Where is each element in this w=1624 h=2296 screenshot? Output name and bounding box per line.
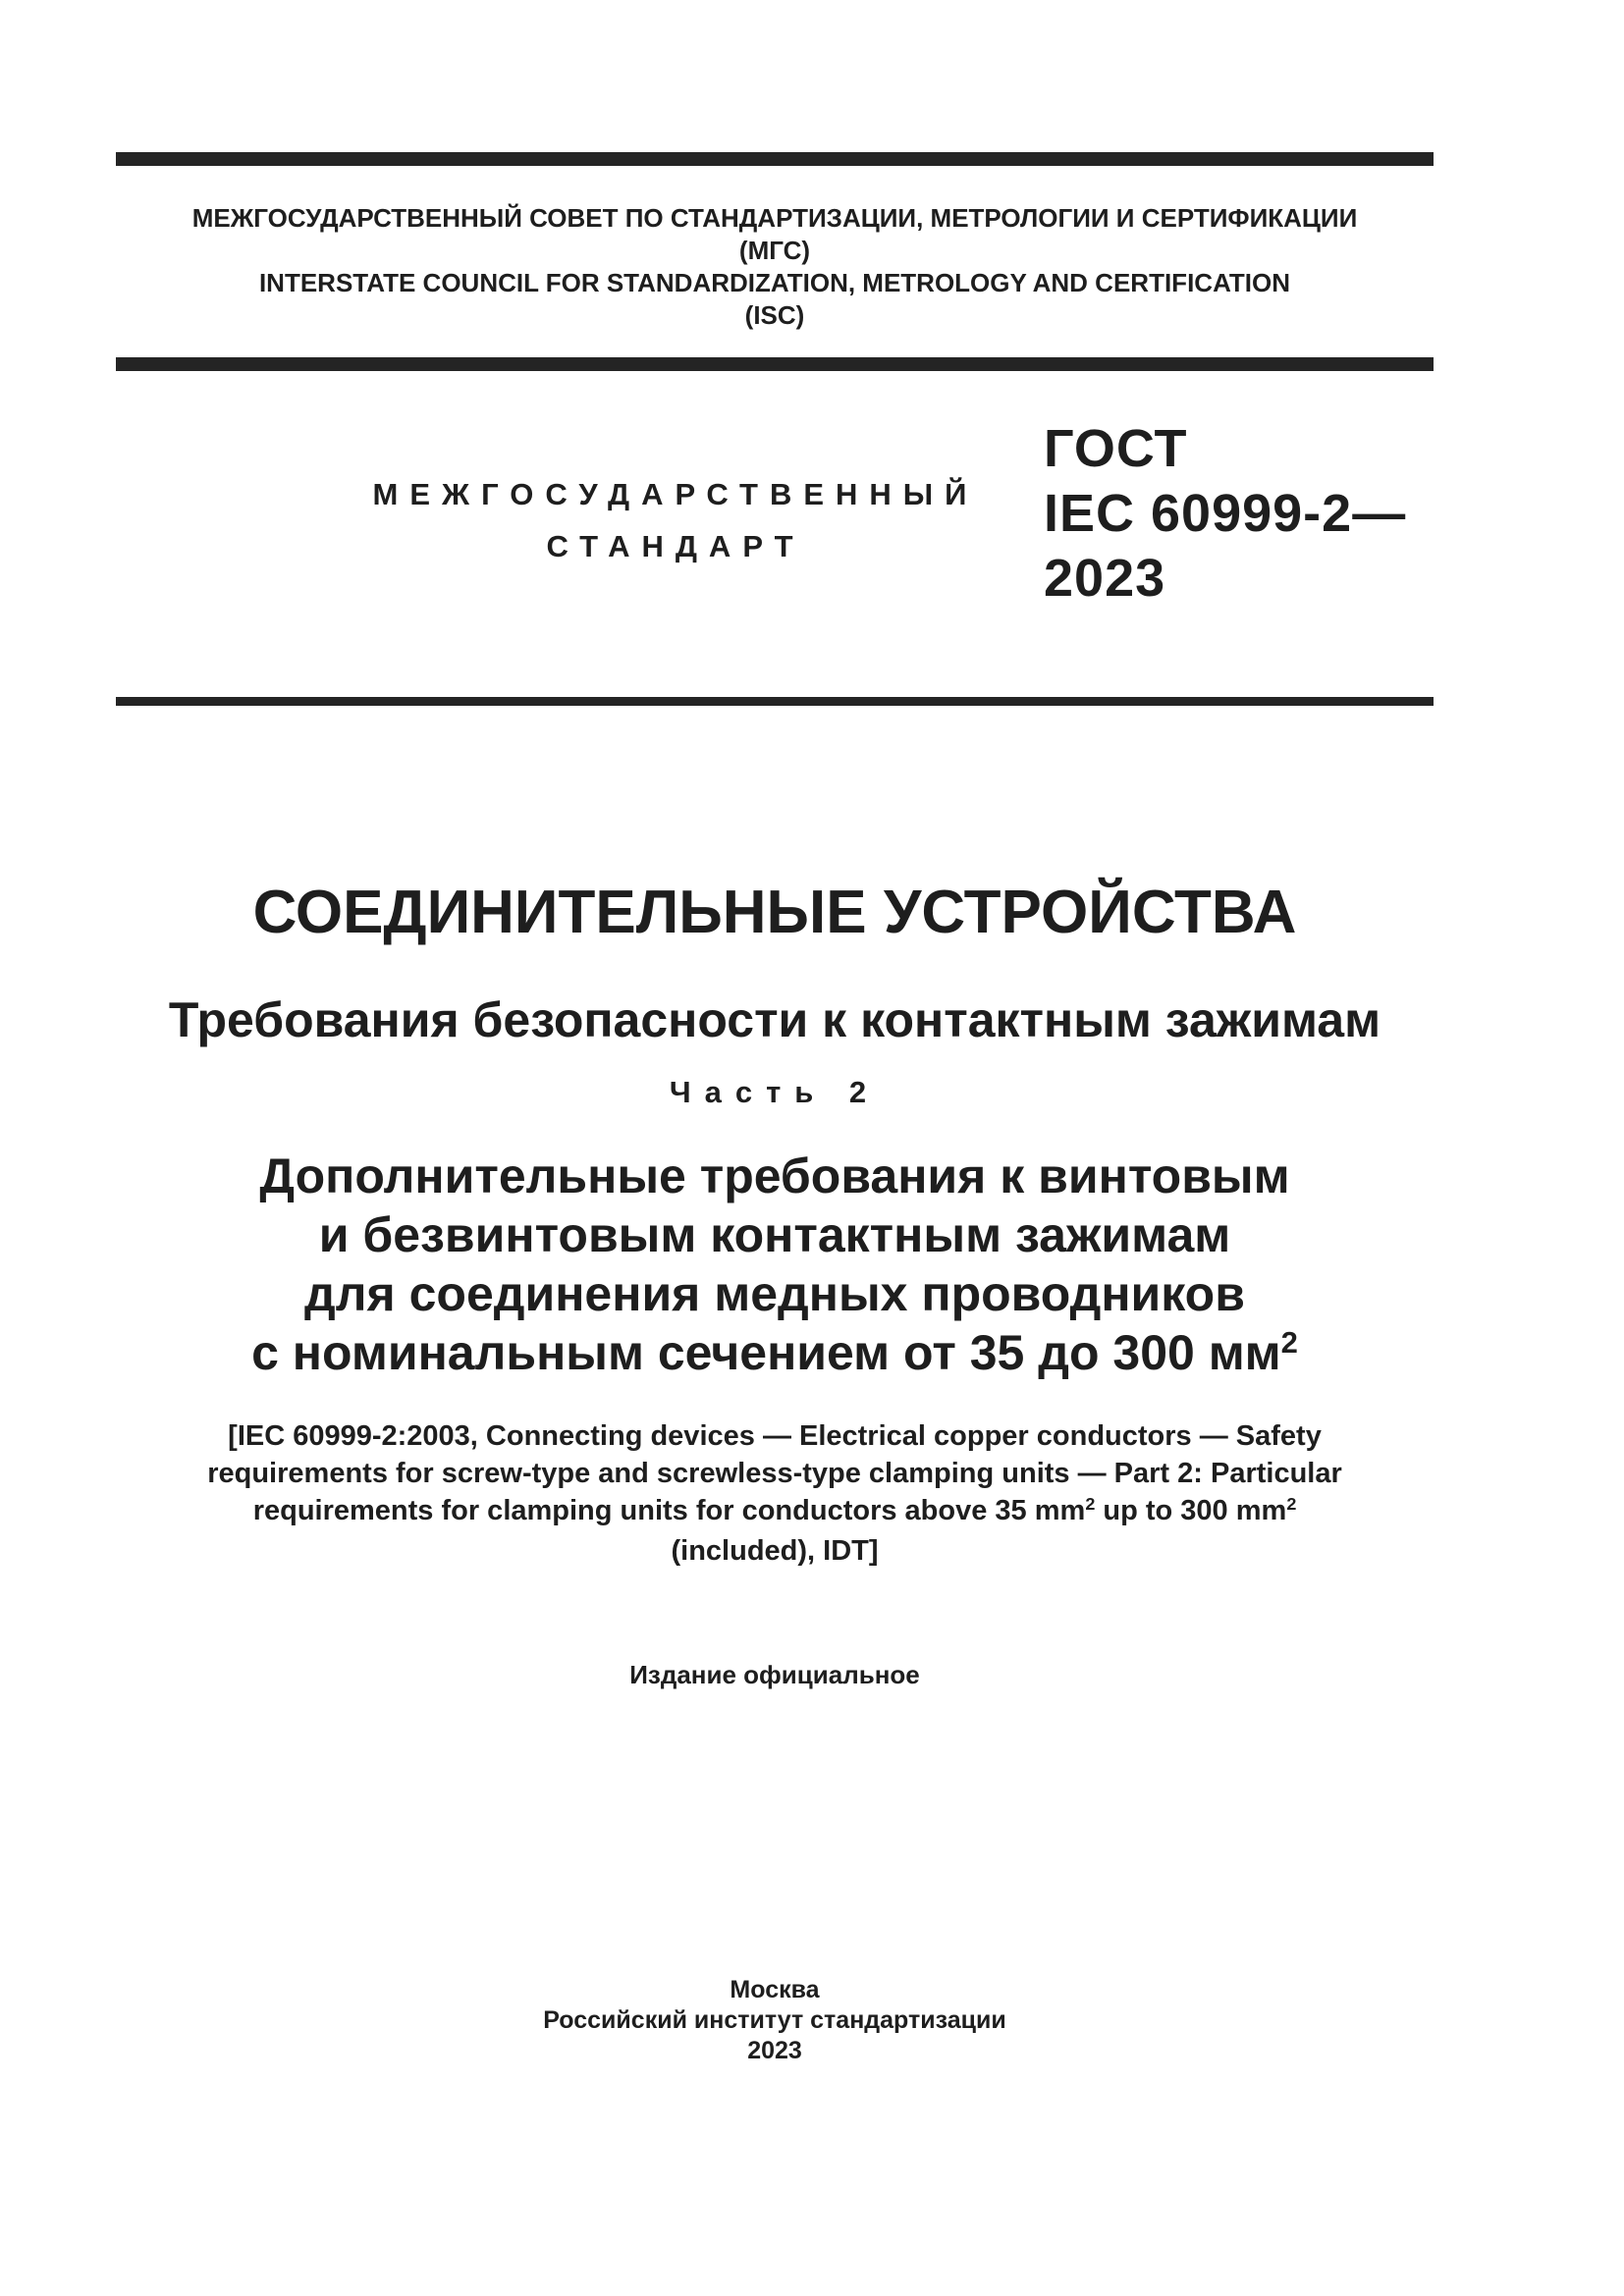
- iec-reference-line-1: [IEC 60999-2:2003, Connecting devices — Electrical copper conductors — Safety: [228, 1420, 1322, 1452]
- iec-reference-line-4: (included), IDT]: [671, 1535, 879, 1567]
- imprint-publisher: Российский институт стандартизации: [543, 2006, 1006, 2034]
- standard-kind-line2: СТАНДАРТ: [546, 529, 805, 563]
- detail-line-1: Дополнительные требования к винтовым: [259, 1148, 1290, 1203]
- standard-kind-line1: МЕЖГОСУДАРСТВЕННЫЙ: [372, 477, 979, 511]
- council-abbr-ru: (МГС): [738, 236, 811, 265]
- middle-separator-bar: [116, 357, 1434, 371]
- iec-reference-line-3: [116, 1492, 1434, 1532]
- standard-subtitle: Требования безопасности к контактным зажимам: [168, 992, 1381, 1047]
- detail-line-2: и безвинтовым контактным зажимам: [318, 1207, 1231, 1262]
- detail-line-4-superscript: 2: [1280, 1324, 1298, 1360]
- part-label: Часть 2: [669, 1075, 881, 1109]
- page-title: СОЕДИНИТЕЛЬНЫЕ УСТРОЙСТВА: [252, 879, 1297, 946]
- council-header: [116, 202, 1434, 332]
- detail-line-4: [116, 1323, 1434, 1389]
- detail-line-4-text: с номинальным сечением от 35 до 300 мм: [251, 1325, 1281, 1380]
- standard-kind-label: [234, 468, 1117, 572]
- iec-line-3-superscript-1: 2: [1085, 1494, 1096, 1515]
- imprint-block: [116, 1975, 1434, 2066]
- council-name-ru: МЕЖГОСУДАРСТВЕННЫЙ СОВЕТ ПО СТАНДАРТИЗАЦИИ, МЕТРОЛОГИИ И СЕРТИФИКАЦИИ: [191, 203, 1358, 233]
- imprint-year: 2023: [747, 2037, 802, 2064]
- iec-reference-block: [116, 1417, 1434, 1570]
- top-separator-bar: [116, 152, 1434, 166]
- iec-line-3-part-1: requirements for clamping units for conductors above 35 mm: [252, 1495, 1086, 1526]
- designation-prefix: ГОСТ: [1044, 419, 1188, 478]
- official-edition-note: Издание официальное: [629, 1660, 920, 1689]
- iec-line-3-superscript-2: 2: [1286, 1494, 1297, 1515]
- lower-separator-bar: [116, 697, 1434, 706]
- iec-line-3-part-2: up to 300 mm: [1095, 1495, 1287, 1526]
- designation-year: 2023: [1044, 549, 1166, 608]
- council-name-en: INTERSTATE COUNCIL FOR STANDARDIZATION, METROLOGY AND CERTIFICATION: [258, 268, 1291, 297]
- standard-detail-title: [116, 1147, 1434, 1389]
- detail-line-3: для соединения медных проводников: [304, 1266, 1245, 1321]
- standard-designation: [1044, 416, 1406, 611]
- council-abbr-en: (ISC): [744, 300, 805, 330]
- designation-number: IEC 60999-2—: [1044, 484, 1407, 543]
- iec-reference-line-2: requirements for screw-type and screwless-type clamping units — Part 2: Particular: [207, 1458, 1342, 1489]
- imprint-city: Москва: [730, 1976, 820, 2003]
